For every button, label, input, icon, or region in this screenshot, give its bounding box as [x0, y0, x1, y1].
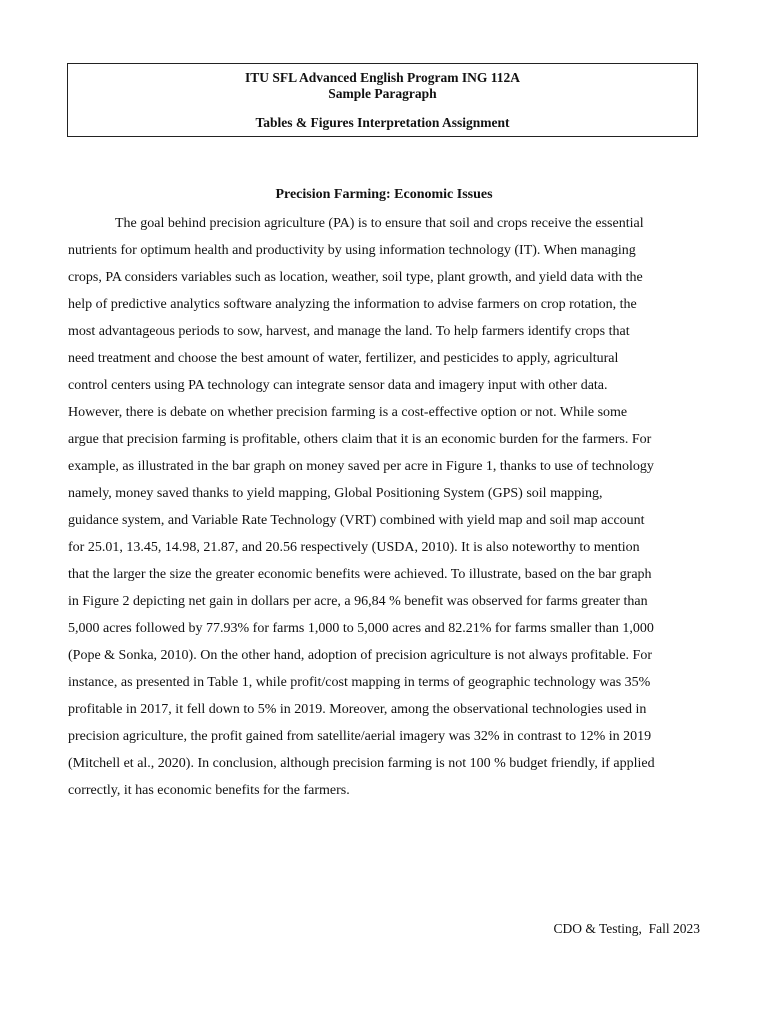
paragraph-line: need treatment and choose the best amount of water, fertilizer, and pesticides to apply, agricultural [68, 351, 619, 366]
paragraph-line: nutrients for optimum health and productivity by using information technology (IT). When managing [68, 243, 636, 258]
paragraph-line: most advantageous periods to sow, harvest, and manage the land. To help farmers identify crops that [68, 324, 630, 339]
sample-label: Sample Paragraph [328, 86, 437, 101]
paragraph-line: crops, PA considers variables such as location, weather, soil type, plant growth, and yield data with the [68, 270, 643, 285]
paragraph-line: argue that precision farming is profitable, others claim that it is an economic burden for the farmers. For [68, 432, 652, 447]
footer-text: CDO & Testing, Fall 2023 [553, 921, 700, 936]
paragraph-line: help of predictive analytics software analyzing the information to advise farmers on crop rotation, the [68, 297, 637, 312]
paragraph-line: guidance system, and Variable Rate Technology (VRT) combined with yield map and soil map account [68, 513, 645, 528]
paragraph-line: 5,000 acres followed by 77.93% for farms 1,000 to 5,000 acres and 82.21% for farms smaller than 1,000 [68, 621, 654, 636]
course-title: ITU SFL Advanced English Program ING 112A [244, 70, 521, 85]
paragraph-line: (Mitchell et al., 2020). In conclusion, although precision farming is not 100 % budget friendly, if applied [68, 756, 655, 771]
header-box [67, 63, 698, 137]
paragraph-line: namely, money saved thanks to yield mapping, Global Positioning System (GPS) soil mapping, [68, 486, 603, 501]
paragraph-line: in Figure 2 depicting net gain in dollars per acre, a 96,84 % benefit was observed for farms greater than [68, 594, 648, 609]
paragraph-line: that the larger the size the greater economic benefits were achieved. To illustrate, based on the bar graph [68, 567, 652, 582]
paragraph-line: control centers using PA technology can integrate sensor data and imagery input with other data. [68, 378, 608, 393]
paragraph-line: example, as illustrated in the bar graph on money saved per acre in Figure 1, thanks to use of technology [68, 459, 654, 474]
paragraph-line: profitable in 2017, it fell down to 5% in 2019. Moreover, among the observational technologies used in [68, 702, 647, 717]
paragraph-line: correctly, it has economic benefits for the farmers. [68, 783, 350, 798]
paragraph-line: instance, as presented in Table 1, while profit/cost mapping in terms of geographic technology was 35% [68, 675, 651, 690]
paragraph-line: for 25.01, 13.45, 14.98, 21.87, and 20.56 respectively (USDA, 2010). It is also noteworthy to mention [68, 540, 640, 555]
paragraph-line: (Pope & Sonka, 2010). On the other hand, adoption of precision agriculture is not always profitable. For [68, 648, 652, 663]
paragraph [68, 215, 708, 809]
document-title: Precision Farming: Economic Issues [275, 187, 493, 202]
assignment-title: Tables & Figures Interpretation Assignment [255, 115, 510, 130]
paragraph-line: precision agriculture, the profit gained from satellite/aerial imagery was 32% in contrast to 12% in 2019 [68, 729, 652, 744]
paragraph-line: The goal behind precision agriculture (PA) is to ensure that soil and crops receive the essential [115, 216, 644, 231]
paragraph-line: However, there is debate on whether precision farming is a cost-effective option or not. While some [68, 405, 628, 420]
